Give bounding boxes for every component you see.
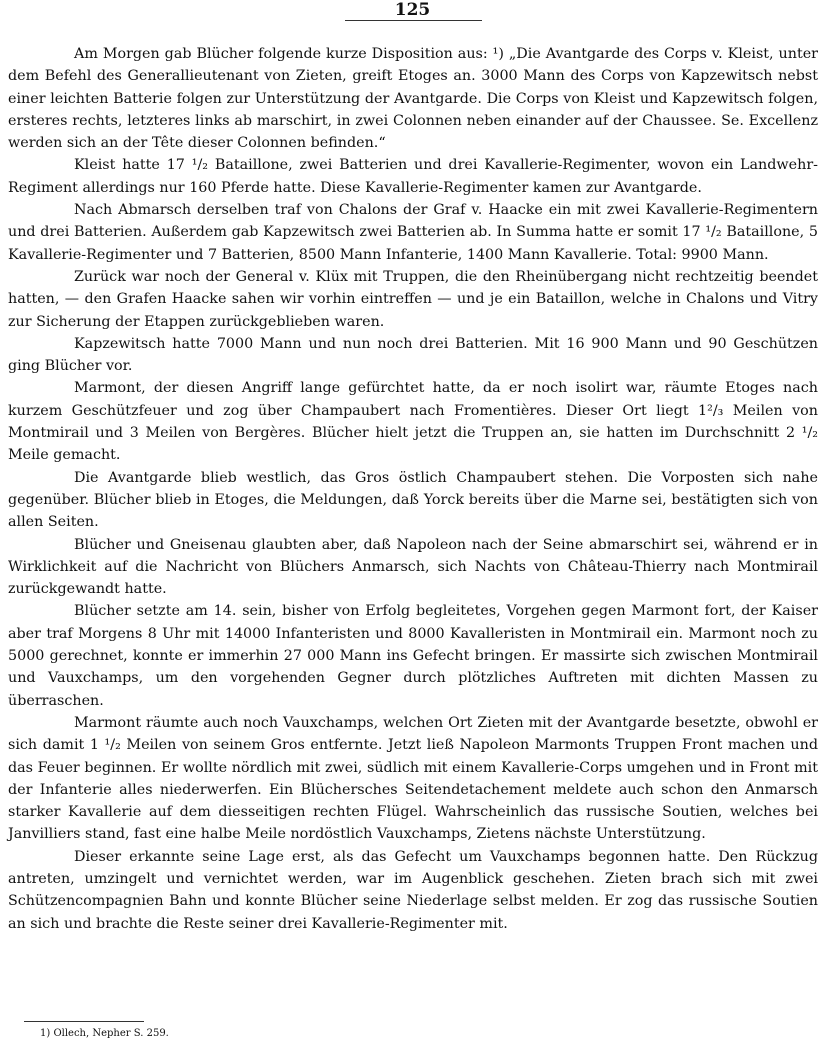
header-rule: [345, 20, 482, 21]
paragraph: Marmont, der diesen Angriff lange gefürchtet hatte, da er noch isolirt war, räumte Etoges nach kurzem Geschützfeuer und zog über Champaubert nach Fromentières. Dieser Ort liegt 1²/₃ Meilen von Montmirail und 3 Meilen von Bergères. Blücher hielt jetzt die Truppen an, sie hatten im Durchschnitt 2 ¹/₂ Meile gemacht.: [8, 380, 818, 464]
paragraph: Am Morgen gab Blücher folgende kurze Disposition aus: ¹) „Die Avantgarde des Corps v. Kleist, unter dem Befehl des Generallieutenant von Zieten, greift Etoges an. 3000 Mann des Corps von Kapzewitsch nebst einer leichten Batterie folgen zur Unterstützung der Avantgarde. Die Corps von Kleist und Kapzewitsch folgen, ersteres rechts, letzteres links ab marschirt, in zwei Colonnen neben einander auf der Chaussee. Se. Excellenz werden sich an der Tête dieser Colonnen befinden.“: [8, 46, 818, 152]
paragraph: Dieser erkannte seine Lage erst, als das Gefecht um Vauxchamps begonnen hatte. Den Rückzug antreten, umzingelt und vernichtet werden, war im Augenblick geschehen. Zieten brach sich mit zwei Schützencompagnien Bahn und konnte Blücher seine Niederlage selbst melden. Er zog das russische Soutien an sich und brachte die Reste seiner drei Kavallerie-Regimenter mit.: [8, 848, 818, 932]
paragraph: Kapzewitsch hatte 7000 Mann und nun noch drei Batterien. Mit 16 900 Mann und 90 Geschützen ging Blücher vor.: [8, 335, 818, 375]
paragraph: Blücher und Gneisenau glaubten aber, daß Napoleon nach der Seine abmarschirt sei, während er in Wirklichkeit auf die Nachricht von Blüchers Anmarsch, sich Nachts von Château-Thierry nach Montmirail zurückgewandt hatte.: [8, 536, 818, 598]
paragraph: Kleist hatte 17 ¹/₂ Bataillone, zwei Batterien und drei Kavallerie-Regimenter, wovon ein Landwehr-Regiment allerdings nur 160 Pferde hatte. Diese Kavallerie-Regimenter kamen zur Avantgarde.: [8, 157, 818, 196]
paragraph: Die Avantgarde blieb westlich, das Gros östlich Champaubert stehen. Die Vorposten sich nahe gegenüber. Blücher blieb in Etoges, die Meldungen, daß Yorck bereits über die Marne sei, bestätigten sich von allen Seiten.: [8, 469, 818, 531]
paragraph: Nach Abmarsch derselben traf von Chalons der Graf v. Haacke ein mit zwei Kavallerie-Regimentern und drei Batterien. Außerdem gab Kapzewitsch zwei Batterien ab. In Summa hatte er somit 17 ¹/₂ Bataillone, 5 Kavallerie-Regimenter und 7 Batterien, 8500 Mann Infanterie, 1400 Mann Kavallerie. Total: 9900 Mann.: [8, 202, 818, 263]
paragraph: Zurück war noch der General v. Klüx mit Truppen, die den Rheinübergang nicht rechtzeitig beendet hatten, — den Grafen Haacke sahen wir vorhin eintreffen — und je ein Bataillon, welche in Chalons und Vitry zur Sicherung der Etappen zurückgeblieben waren.: [8, 268, 818, 330]
body-text: [8, 43, 818, 935]
paragraph: Blücher setzte am 14. sein, bisher von Erfolg begleitetes, Vorgehen gegen Marmont fort, der Kaiser aber traf Morgens 8 Uhr mit 14000 Infanteristen und 8000 Kavalleristen in Montmirail ein. Marmont noch zu 5000 gerechnet, konnte er immerhin 27 000 Mann ins Gefecht bringen. Er massirte sich zwischen Montmirail und Vauxchamps, um den vorgehenden Gegner durch plötzliches Auftreten mit dichten Massen zu überraschen.: [8, 603, 818, 709]
page-number: 125: [394, 0, 431, 20]
paragraph: Marmont räumte auch noch Vauxchamps, welchen Ort Zieten mit der Avantgarde besetzte, obwohl er sich damit 1 ¹/₂ Meilen von seinem Gros entfernte. Jetzt ließ Napoleon Marmonts Truppen Front machen und das Feuer beginnen. Er wollte nördlich mit zwei, südlich mit einem Kavallerie-Corps umgehen und in Front mit der Infanterie alles niederwerfen. Ein Blüchersches Seitendetachement meldete auch schon den Anmarsch starker Kavallerie auf dem diesseitigen rechten Flügel. Wahrscheinlich das russische Soutien, welches bei Janvilliers stand, fast eine halbe Meile nordöstlich Vauxchamps, Zietens nächste Unterstützung.: [8, 714, 818, 843]
footnote-rule: [24, 1021, 144, 1022]
footnote: 1) Ollech, Nepher S. 259.: [40, 1028, 169, 1039]
